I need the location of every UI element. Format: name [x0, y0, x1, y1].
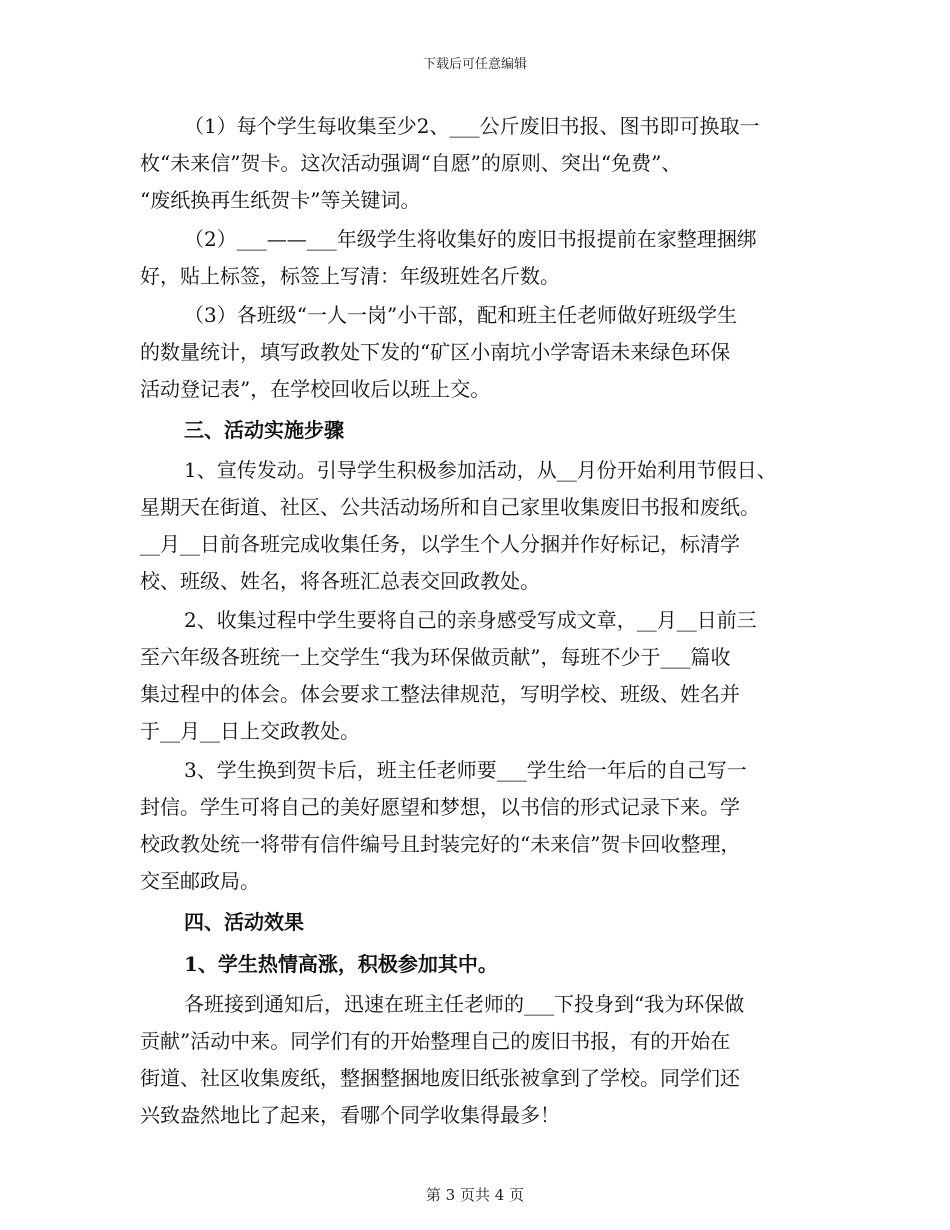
paragraph	[140, 297, 830, 408]
text-line: 街道、社区收集废纸，整捆整捆地废旧纸张被拿到了学校。同学们还	[140, 1066, 740, 1090]
text-line: 贡献”活动中来。同学们有的开始整理自己的废旧书报，有的开始在	[140, 1029, 731, 1053]
text-line: 星期天在街道、社区、公共活动场所和自己家里收集废旧书报和废纸。	[140, 495, 760, 519]
text-line: 交至邮政局。	[140, 869, 260, 893]
document-body	[140, 108, 830, 1136]
paragraph	[140, 986, 830, 1134]
section-heading: 1、学生热情高涨，积极参加其中。	[184, 952, 498, 976]
page-footer: 第 3 页共 4 页	[425, 1186, 525, 1204]
text-line: 封信。学生可将自己的美好愿望和梦想，以书信的形式记录下来。学	[140, 795, 740, 819]
paragraph	[140, 752, 830, 900]
paragraph	[140, 108, 830, 219]
paragraph	[140, 602, 830, 750]
text-line: （2）___——___年级学生将收集好的废旧书报提前在家整理捆绑	[184, 227, 757, 251]
text-line: 校、班级、姓名，将各班汇总表交回政教处。	[140, 569, 540, 593]
paragraph	[140, 221, 830, 295]
text-line: __月__日前各班完成收集任务，以学生个人分捆并作好标记，标清学	[140, 532, 740, 556]
text-line: 2、收集过程中学生要将自己的亲身感受写成文章，__月__日前三	[184, 608, 757, 632]
text-line: 1、宣传发动。引导学生积极参加活动，从__月份开始利用节假日、	[184, 458, 777, 482]
text-line: 的数量统计，填写政教处下发的“矿区小南坑小学寄语未来绿色环保	[140, 340, 731, 364]
paragraph	[140, 452, 830, 600]
section-heading: 四、活动效果	[184, 910, 304, 934]
text-line: “废纸换再生纸贺卡”等关键词。	[140, 188, 421, 212]
text-line: 于__月__日上交政教处。	[140, 719, 360, 743]
text-line: 3、学生换到贺卡后，班主任老师要___学生给一年后的自己写一	[184, 758, 747, 782]
section-heading: 三、活动实施步骤	[184, 418, 344, 442]
text-line: 活动登记表”，在学校回收后以班上交。	[140, 377, 491, 401]
text-line: 集过程中的体会。体会要求工整法律规范，写明学校、班级、姓名并	[140, 682, 740, 706]
text-line: 枚“未来信”贺卡。这次活动强调“自愿”的原则、突出“免费”、	[140, 151, 682, 175]
text-line: 好，贴上标签，标签上写清：年级班姓名斤数。	[140, 264, 560, 288]
text-line: 各班接到通知后，迅速在班主任老师的___下投身到“我为环保做	[184, 992, 745, 1016]
text-line: 校政教处统一将带有信件编号且封装完好的“未来信”贺卡回收整理，	[140, 832, 741, 856]
text-line: （1）每个学生每收集至少2、___公斤废旧书报、图书即可换取一	[184, 114, 760, 138]
page-header: 下载后可任意编辑	[422, 57, 527, 72]
text-line: 至六年级各班统一上交学生“我为环保做贡献”，每班不少于___篇收	[140, 645, 731, 669]
text-line: （3）各班级“一人一岗”小干部，配和班主任老师做好班级学生	[184, 303, 738, 327]
text-line: 兴致盎然地比了起来，看哪个同学收集得最多！	[140, 1103, 560, 1127]
